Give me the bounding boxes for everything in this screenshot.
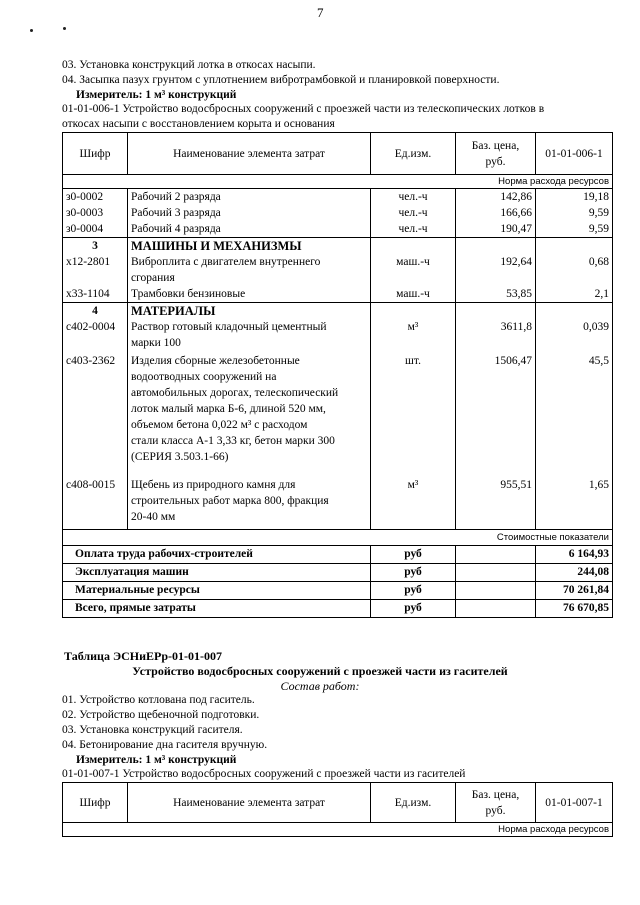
header-name: Наименование элемента затрат xyxy=(128,133,371,175)
row-unit: маш.-ч xyxy=(371,254,456,286)
work-item: 04. Засыпка пазух грунтом с уплотнением вибротрамбовкой и планировкой поверхности. xyxy=(62,74,500,86)
row-price: 190,47 xyxy=(456,221,536,238)
row-unit: шт. xyxy=(371,351,456,477)
row-price: 142,86 xyxy=(456,189,536,206)
summary-unit: руб xyxy=(371,564,456,582)
row-code: з0-0004 xyxy=(63,221,128,238)
measure-label: Измеритель: 1 м³ конструкций xyxy=(76,754,237,766)
work-item: 02. Устройство щебеночной подготовки. xyxy=(62,709,260,721)
norm-title: 01-01-007-1 Устройство водосбросных сооружений с проезжей части из гасителей xyxy=(62,768,466,780)
scan-mark xyxy=(30,29,33,32)
row-qty: 9,59 xyxy=(536,205,613,221)
row-price: 3611,8 xyxy=(456,319,536,351)
table-title: Таблица ЭСНиЕРр-01-01-007 xyxy=(64,649,223,663)
row-name: Изделия сборные железобетонные водоотводных сооружений на автомобильных дорогах, телескопический лоток малый марка Б-6, длиной 520 мм, объемом бетона 0,022 м³ с расходом стали класса А-1 3,33 кг, бетон марки 300 (СЕРИЯ 3.503.1-66) xyxy=(128,351,371,477)
section-heading: Устройство водосбросных сооружений с проезжей части из гасителей xyxy=(132,664,508,678)
row-price: 53,85 xyxy=(456,286,536,303)
row-code: х12-2801 xyxy=(63,254,128,286)
norm-title: 01-01-006-1 Устройство водосбросных сооружений с проезжей части из телескопических лотков в xyxy=(62,103,545,115)
header-name: Наименование элемента затрат xyxy=(128,783,371,823)
norm-title: откосах насыпи с восстановлением корыта и основания xyxy=(62,118,335,130)
summary-label: Материальные ресурсы xyxy=(63,582,371,600)
row-unit: маш.-ч xyxy=(371,286,456,303)
row-qty: 45,5 xyxy=(536,351,613,477)
header-unit: Ед.изм. xyxy=(371,133,456,175)
header-norm: 01-01-006-1 xyxy=(536,133,613,175)
summary-label: Эксплуатация машин xyxy=(63,564,371,582)
row-name: Раствор готовый кладочный цементный марки 100 xyxy=(128,319,371,351)
row-qty: 1,65 xyxy=(536,477,613,530)
summary-value: 244,08 xyxy=(536,564,613,582)
summary-value: 70 261,84 xyxy=(536,582,613,600)
summary-unit: руб xyxy=(371,600,456,618)
row-qty: 0,68 xyxy=(536,254,613,286)
row-name: Рабочий 3 разряда xyxy=(128,205,371,221)
row-price: 1506,47 xyxy=(456,351,536,477)
work-item: 03. Установка конструкций гасителя. xyxy=(62,724,243,736)
header-unit: Ед.изм. xyxy=(371,783,456,823)
scan-mark xyxy=(63,27,66,30)
row-unit: чел.-ч xyxy=(371,205,456,221)
row-price: 166,66 xyxy=(456,205,536,221)
section-number: 4 xyxy=(63,303,128,320)
row-unit: м³ xyxy=(371,319,456,351)
header-price: Баз. цена, руб. xyxy=(456,783,536,823)
header-code: Шифр xyxy=(63,133,128,175)
section-number: 3 xyxy=(63,238,128,255)
section-title: МАШИНЫ И МЕХАНИЗМЫ xyxy=(128,238,371,255)
summary-label: Всего, прямые затраты xyxy=(63,600,371,618)
summary-unit: руб xyxy=(371,546,456,564)
cost-label: Стоимостные показатели xyxy=(63,530,613,546)
header-norm: 01-01-007-1 xyxy=(536,783,613,823)
header-price: Баз. цена, руб. xyxy=(456,133,536,175)
row-unit: чел.-ч xyxy=(371,189,456,206)
row-price: 955,51 xyxy=(456,477,536,530)
work-item: 01. Устройство котлована под гаситель. xyxy=(62,694,255,706)
summary-value: 76 670,85 xyxy=(536,600,613,618)
norm-label: Норма расхода ресурсов xyxy=(63,823,613,837)
row-code: з0-0002 xyxy=(63,189,128,206)
row-code: х33-1104 xyxy=(63,286,128,303)
section-title: МАТЕРИАЛЫ xyxy=(128,303,371,320)
measure-label: Измеритель: 1 м³ конструкций xyxy=(76,89,237,101)
row-code: с408-0015 xyxy=(63,477,128,530)
row-name: Рабочий 4 разряда xyxy=(128,221,371,238)
row-code: с403-2362 xyxy=(63,351,128,477)
row-qty: 9,59 xyxy=(536,221,613,238)
composition-label: Состав работ: xyxy=(280,679,360,693)
row-price: 192,64 xyxy=(456,254,536,286)
resource-table-2 xyxy=(62,782,613,837)
row-qty: 2,1 xyxy=(536,286,613,303)
row-name: Виброплита с двигателем внутреннего сгорания xyxy=(128,254,371,286)
summary-label: Оплата труда рабочих-строителей xyxy=(63,546,371,564)
header-code: Шифр xyxy=(63,783,128,823)
row-qty: 19,18 xyxy=(536,189,613,206)
summary-unit: руб xyxy=(371,582,456,600)
work-item: 03. Установка конструкций лотка в откосах насыпи. xyxy=(62,59,316,71)
row-name: Трамбовки бензиновые xyxy=(128,286,371,303)
row-unit: чел.-ч xyxy=(371,221,456,238)
summary-value: 6 164,93 xyxy=(536,546,613,564)
row-code: с402-0004 xyxy=(63,319,128,351)
row-qty: 0,039 xyxy=(536,319,613,351)
norm-label: Норма расхода ресурсов xyxy=(63,175,613,189)
resource-table-1 xyxy=(62,132,613,618)
page-number: 7 xyxy=(317,5,324,20)
row-unit: м³ xyxy=(371,477,456,530)
row-code: з0-0003 xyxy=(63,205,128,221)
row-name: Рабочий 2 разряда xyxy=(128,189,371,206)
row-name: Щебень из природного камня для строительных работ марка 800, фракция 20-40 мм xyxy=(128,477,371,530)
work-item: 04. Бетонирование дна гасителя вручную. xyxy=(62,739,268,751)
